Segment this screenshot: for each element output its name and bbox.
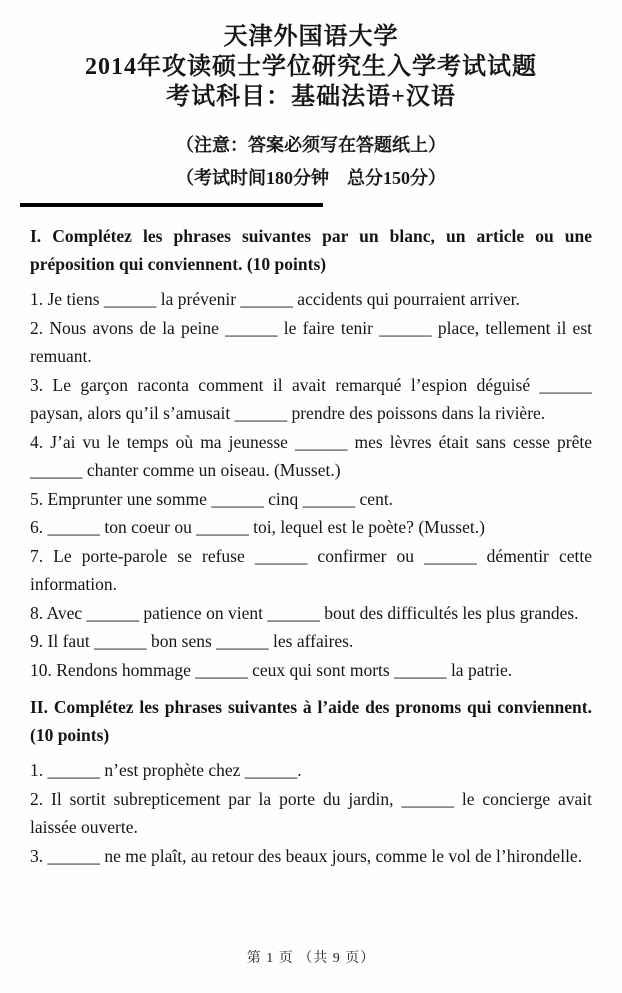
- section-1-question-8: 8. Avec ______ patience on vient ______ bout des difficultés les plus grandes.: [30, 602, 579, 623]
- exam-header: [0, 0, 622, 189]
- exam-body: [0, 222, 622, 870]
- section-1-question-7: 7. Le porte-parole se refuse ______ confirmer ou ______ démentir cette information.: [30, 545, 592, 594]
- answer-sheet-note: （注意：答案必须写在答题纸上）: [176, 135, 446, 155]
- section-2-question-3: 3. ______ ne me plaît, au retour des beaux jours, comme le vol de l’hirondelle.: [30, 845, 583, 866]
- section-1-question-5: 5. Emprunter une somme ______ cinq ______ cent.: [30, 488, 394, 509]
- section-1-question-2: 2. Nous avons de la peine ______ le faire tenir ______ place, tellement il est remuant.: [30, 317, 592, 366]
- exam-title: 2014年攻读硕士学位研究生入学考试试题: [85, 54, 537, 80]
- exam-subject: 考试科目：基础法语+汉语: [166, 84, 456, 110]
- university-name: 天津外国语大学: [223, 24, 399, 50]
- section-1-question-4: 4. J’ai vu le temps où ma jeunesse ______ mes lèvres était sans cesse prête ______ chanter comme un oiseau. (Musset.): [30, 431, 592, 480]
- section-1-question-6: 6. ______ ton coeur ou ______ toi, lequel est le poète? (Musset.): [30, 517, 485, 537]
- header-divider: [20, 203, 323, 207]
- section-1-heading: I. Complétez les phrases suivantes par un blanc, un article ou une préposition qui conviennent. (10 points): [30, 226, 592, 274]
- section-1-question-1: 1. Je tiens ______ la prévenir ______ accidents qui pourraient arriver.: [30, 289, 520, 309]
- section-2-question-1: 1. ______ n’est prophète chez ______.: [30, 760, 302, 780]
- section-2-question-2: 2. Il sortit subrepticement par la porte du jardin, ______ le concierge avait laissée ouverte.: [30, 788, 592, 837]
- section-1-question-10: 10. Rendons hommage ______ ceux qui sont morts ______ la patrie.: [30, 659, 513, 680]
- section-1-question-3: 3. Le garçon raconta comment il avait remarqué l’espion déguisé ______ paysan, alors qu’il s’amusait ______ prendre des poissons dans la rivière.: [30, 374, 592, 423]
- section-2-heading: II. Complétez les phrases suivantes à l’aide des pronoms qui conviennent. (10 points): [30, 697, 592, 745]
- exam-time-and-score: （考试时间180分钟 总分150分）: [176, 168, 446, 188]
- page-number-footer: 第 1 页 （共 9 页）: [246, 951, 376, 966]
- section-1-question-9: 9. Il faut ______ bon sens ______ les affaires.: [30, 631, 354, 651]
